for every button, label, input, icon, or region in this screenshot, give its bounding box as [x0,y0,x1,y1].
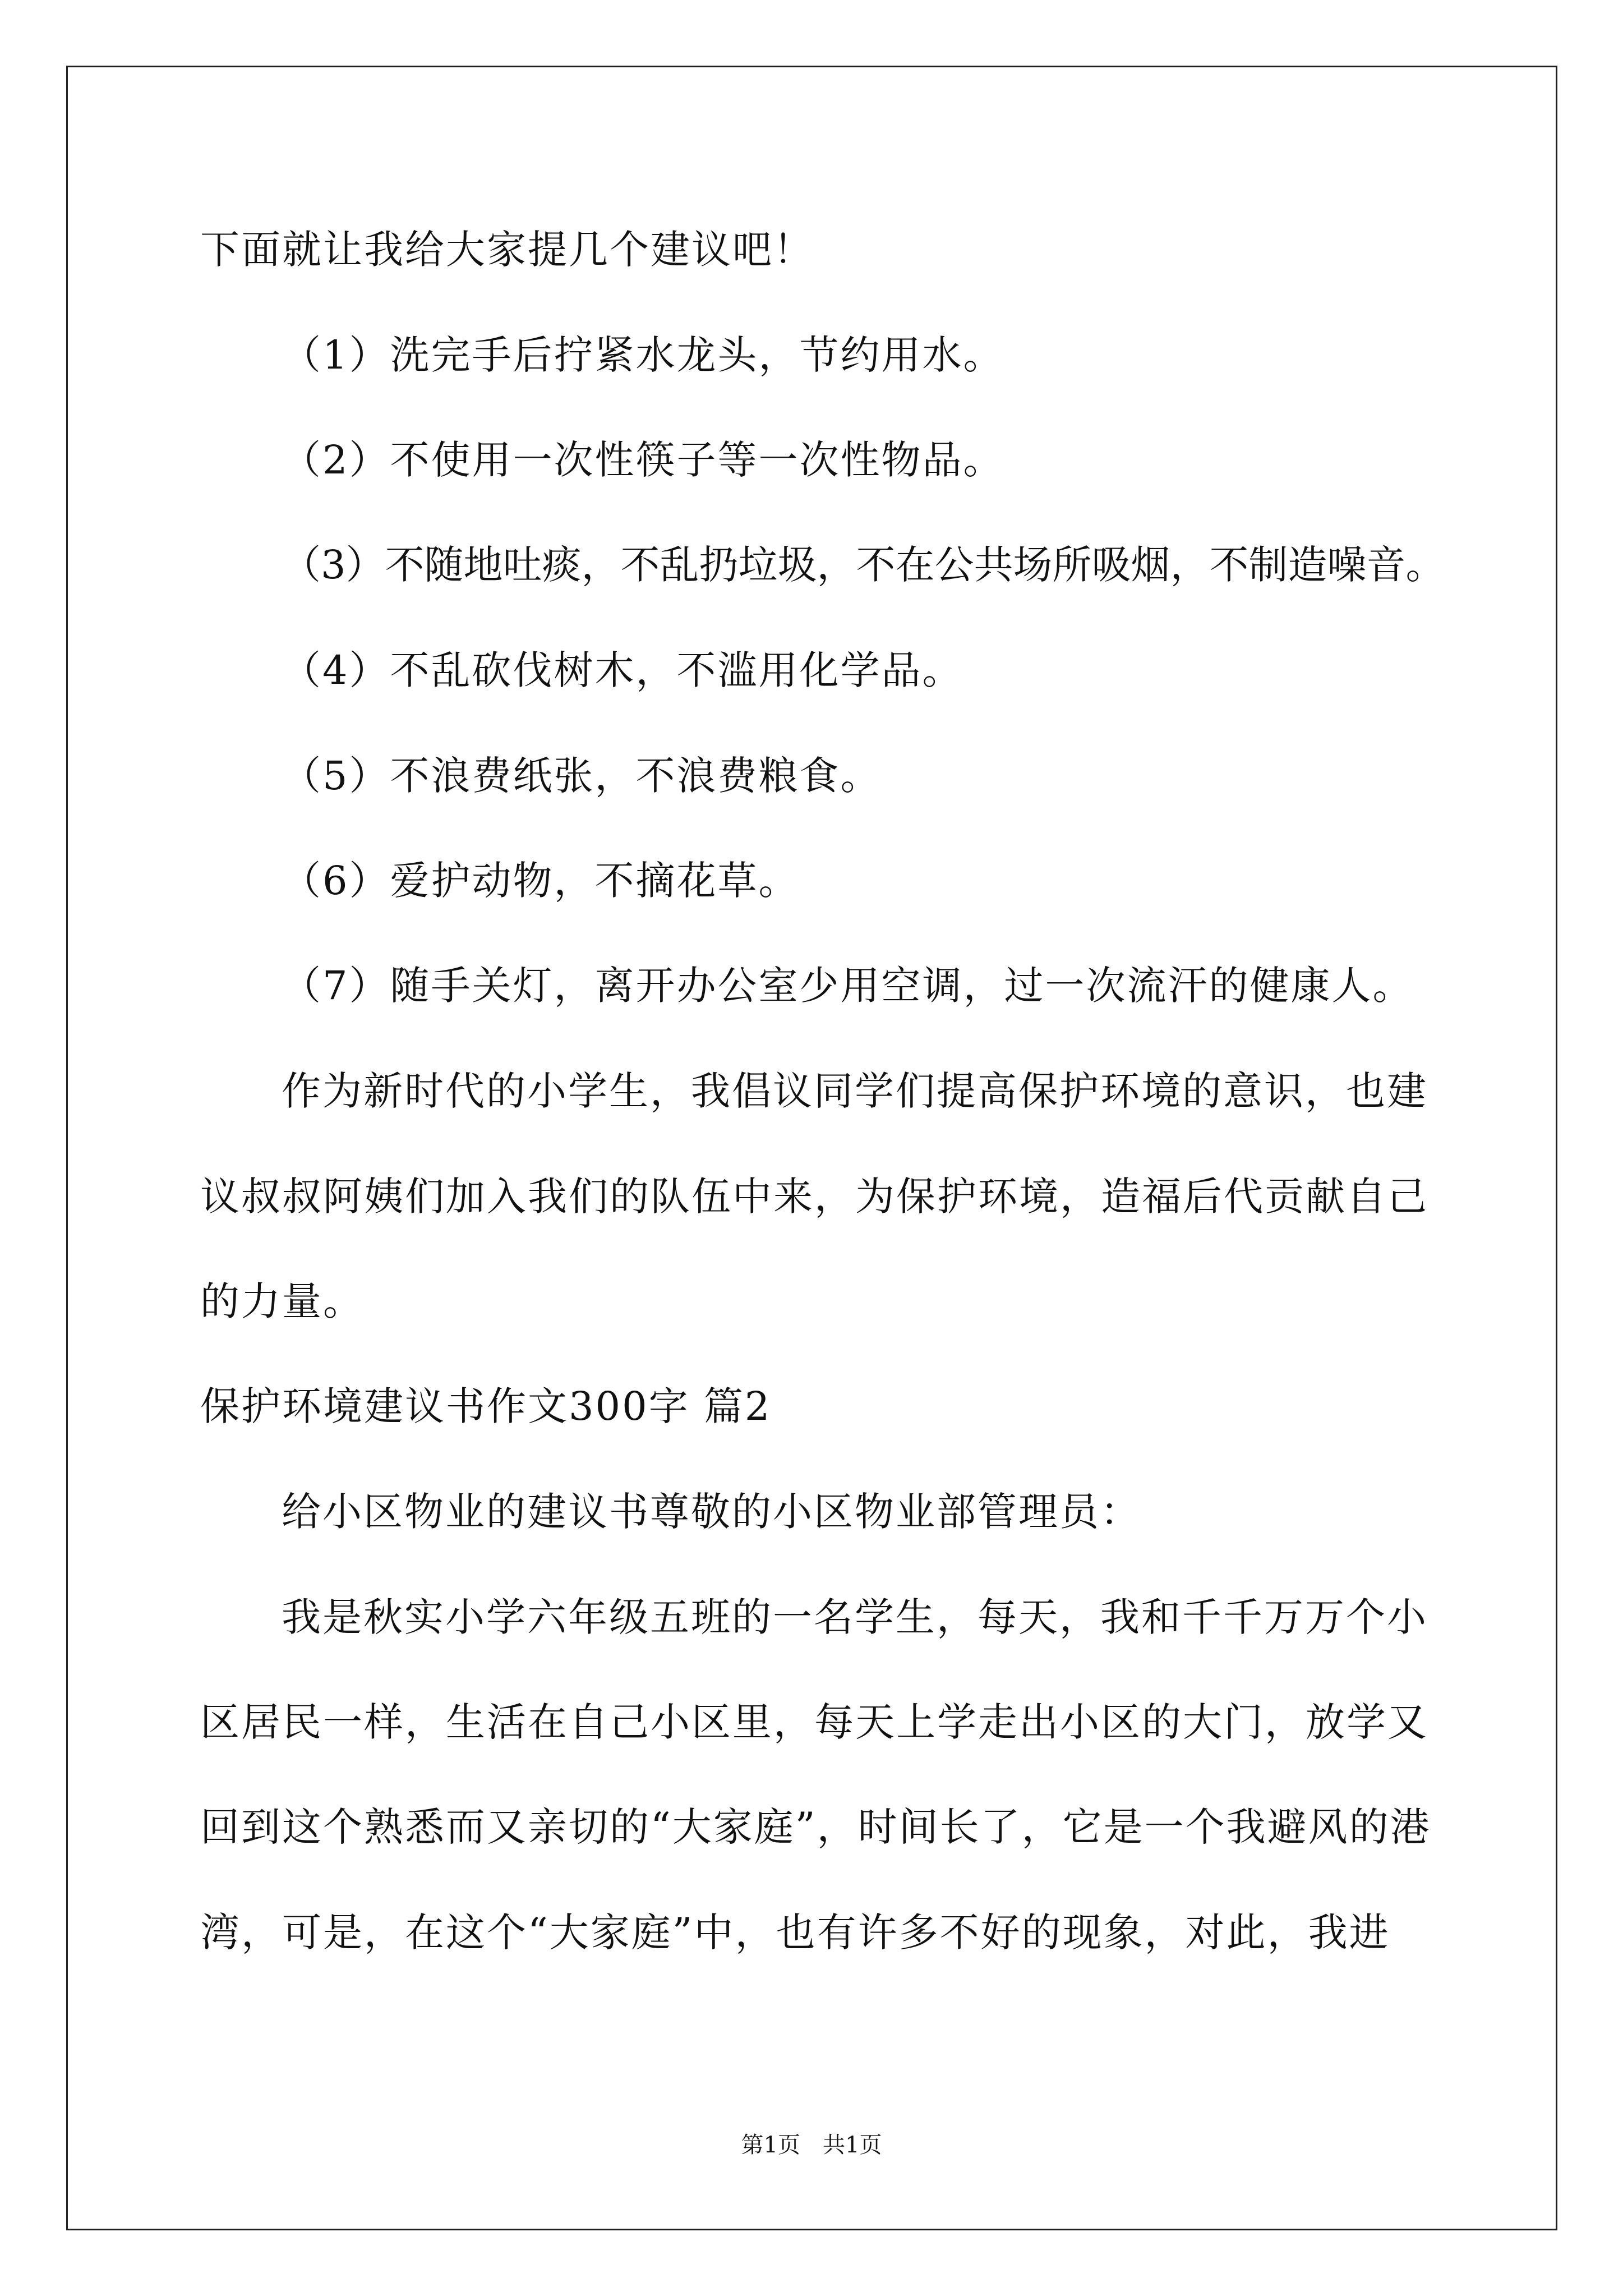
text-line: 给小区物业的建议书尊敬的小区物业部管理员： [282,1489,1141,1535]
text-line: （6）爱护动物，不摘花草。 [282,858,800,904]
text-line: 回到这个熟悉而又亲切的“大家庭”，时间长了，它是一个我避风的港 [200,1804,1431,1850]
page-footer: 第1页 共1页 [741,2132,882,2158]
text-line: 议叔叔阿姨们加入我们的队伍中来，为保护环境，造福后代贡献自己 [200,1174,1428,1220]
text-line: （2）不使用一次性筷子等一次性物品。 [282,437,1004,483]
page-border [66,66,1557,2230]
text-line: （3）不随地吐痰，不乱扔垃圾，不在公共场所吸烟，不制造噪音。 [282,542,1445,588]
text-line: 我是秋实小学六年级五班的一名学生，每天，我和千千万万个小 [282,1594,1428,1640]
text-line: （7）随手关灯，离开办公室少用空调，过一次流汗的健康人。 [282,963,1414,1009]
section-heading: 保护环境建议书作文300字 篇2 [200,1383,772,1429]
text-line: （5）不浪费纸张，不浪费粮食。 [282,753,882,799]
text-line: 湾，可是，在这个“大家庭”中，也有许多不好的现象，对此，我进 [200,1910,1390,1955]
text-line: 的力量。 [200,1278,364,1324]
text-line: 作为新时代的小学生，我倡议同学们提高保护环境的意识，也建 [282,1068,1428,1114]
text-line: （4）不乱砍伐树木，不滥用化学品。 [282,647,963,693]
text-line: 下面就让我给大家提几个建议吧！ [200,227,814,273]
text-line: （1）洗完手后拧紧水龙头，节约用水。 [282,332,1004,378]
text-line: 区居民一样，生活在自己小区里，每天上学走出小区的大门，放学又 [200,1699,1428,1745]
